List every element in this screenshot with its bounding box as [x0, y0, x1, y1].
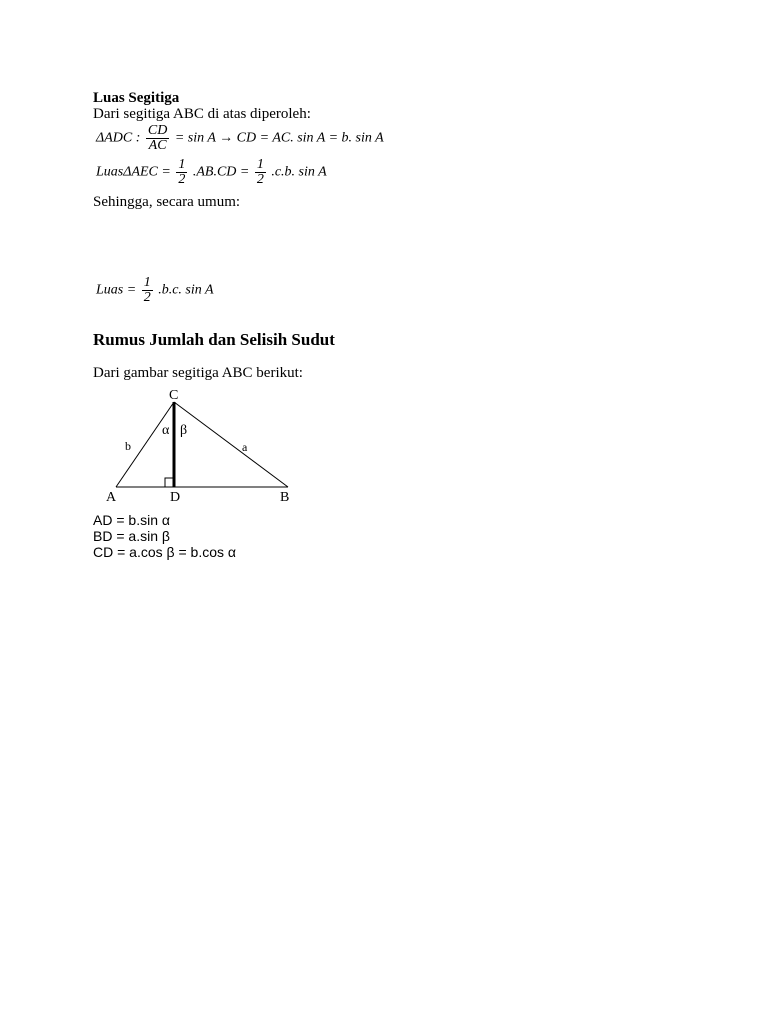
eq1-denominator: AC — [146, 138, 169, 153]
vertex-label-d: D — [170, 490, 181, 505]
eq2-frac2-denominator: 2 — [256, 172, 264, 187]
intro-text: Dari segitiga ABC di atas diperoleh: — [93, 106, 311, 122]
vertex-label-b: B — [280, 490, 290, 505]
eq2-mid: .AB.CD = — [192, 164, 250, 180]
section-title-luas-segitiga: Luas Segitiga — [93, 90, 180, 106]
eq2-lhs: LuasΔAEC = — [96, 164, 171, 180]
side-label-b: b — [125, 439, 131, 453]
side-label-a: a — [242, 440, 248, 454]
eq3-lhs: Luas = — [96, 282, 137, 298]
triangle-diagram — [90, 384, 320, 506]
equation-adc — [96, 124, 384, 153]
formula-bd: BD = a.sin β — [93, 528, 170, 544]
angle-label-alpha: α — [162, 423, 170, 438]
conclusion-text: Sehingga, secara umum: — [93, 194, 241, 210]
eq2-fraction-2 — [255, 158, 266, 187]
eq3-rhs: .b.c. sin A — [158, 282, 214, 298]
angle-label-beta: β — [180, 423, 188, 438]
equation-luas-aec — [96, 158, 327, 187]
eq3-denominator: 2 — [143, 290, 151, 305]
eq2-frac1-denominator: 2 — [178, 172, 186, 187]
vertex-label-c: C — [169, 388, 179, 403]
diagram-intro-text: Dari gambar segitiga ABC berikut: — [93, 365, 303, 381]
eq2-frac1-numerator: 1 — [178, 157, 186, 172]
formula-ad: AD = b.sin α — [93, 512, 170, 528]
eq2-frac2-numerator: 1 — [256, 157, 264, 172]
side-cb — [174, 402, 288, 487]
eq1-fraction — [146, 124, 169, 153]
eq2-fraction-1 — [176, 158, 187, 187]
formula-cd: CD = a.cos β = b.cos α — [93, 544, 236, 560]
eq1-rhs: = sin A → CD = AC. sin A = b. sin A — [174, 130, 384, 146]
eq1-numerator: CD — [147, 123, 168, 138]
equation-luas-general — [96, 276, 214, 305]
eq3-fraction — [142, 276, 153, 305]
eq3-numerator: 1 — [143, 275, 151, 290]
vertex-label-a: A — [106, 490, 117, 505]
eq2-rhs: .c.b. sin A — [271, 164, 327, 180]
eq1-lhs: ΔADC : — [96, 130, 141, 146]
section-title-rumus-jumlah: Rumus Jumlah dan Selisih Sudut — [93, 330, 335, 349]
